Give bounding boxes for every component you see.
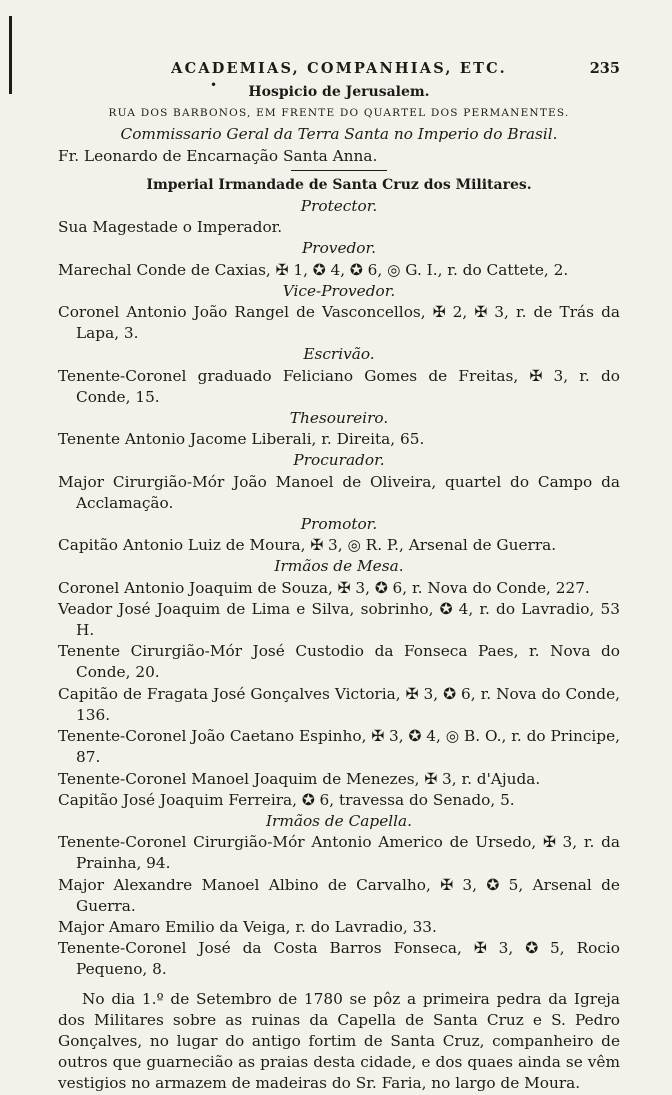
office-heading: Irmãos de Mesa. [274,557,404,576]
office-heading: Thesoureiro. [289,409,389,428]
office-heading: Procurador. [293,451,385,470]
office-heading: Vice-Provedor. [282,281,396,300]
hospicio-title: Hospicio de Jerusalem. [248,84,430,100]
member-entry: Tenente Cirurgião-Mór José Custodio da Fonseca Paes, r. Nova do Conde, 20. [58,642,620,682]
bullet-mark: • [210,78,218,92]
hospicio-address: RUA DOS BARBONOS, EM FRENTE DO QUARTEL DOS PERMANENTES. [108,107,570,120]
office-heading: Irmãos de Capella. [265,811,413,830]
member-entry: Tenente-Coronel Manoel Joaquim de Menezes, ✠ 3, r. d'Ajuda. [58,769,541,788]
member-entry: Tenente-Coronel José da Costa Barros Fonseca, ✠ 3, ✪ 5, Rocio Pequeno, 8. [58,939,620,979]
member-entry: Marechal Conde de Caxias, ✠ 1, ✪ 4, ✪ 6, ◎ G. I., r. do Cattete, 2. [58,260,569,279]
member-entry: Major Cirurgião-Mór João Manoel de Oliveira, quartel do Campo da Acclamação. [58,472,620,512]
member-entry: Sua Magestade o Imperador. [58,218,283,237]
hospicio-section [58,82,620,167]
member-entry: Major Amaro Emilio da Veiga, r. do Lavradio, 33. [58,917,437,936]
page-number: 235 [589,60,620,77]
running-head: ACADEMIAS, COMPANHIAS, ETC. [171,60,507,77]
irmandade-title: Imperial Irmandade de Santa Cruz dos Militares. [146,176,532,193]
office-heading: Provedor. [301,239,376,258]
member-entry: Capitão Antonio Luiz de Moura, ✠ 3, ◎ R. P., Arsenal de Guerra. [58,536,557,555]
section-divider [291,170,387,171]
irmandade-sections [58,196,620,981]
member-entry: Coronel Antonio João Rangel de Vasconcellos, ✠ 2, ✠ 3, r. de Trás da Lapa, 3. [58,303,620,343]
member-entry: Tenente Antonio Jacome Liberali, r. Direita, 65. [58,430,425,449]
page-content [58,58,620,1095]
closing-paragraph: No dia 1.º de Setembro de 1780 se pôz a primeira pedra da Igreja dos Militares sobre as ruinas da Capella de Santa Cruz e S. Pedro Gonçalves, no lugar do antigo fortim de Santa Cruz, companheiro de outros que guarnecião as praias desta cidade, e dos quaes ainda se vêm vestigios no armazem de madeiras do Sr. Faria, no largo de Moura. [58,989,620,1093]
member-entry: Capitão José Joaquim Ferreira, ✪ 6, travessa do Senado, 5. [58,790,515,809]
member-entry: Tenente-Coronel Cirurgião-Mór Antonio Americo de Ursedo, ✠ 3, r. da Prainha, 94. [58,833,620,873]
member-entry: Coronel Antonio Joaquim de Souza, ✠ 3, ✪ 6, r. Nova do Conde, 227. [58,578,590,597]
office-heading: Protector. [300,197,378,216]
member-entry: Veador José Joaquim de Lima e Silva, sobrinho, ✪ 4, r. do Lavradio, 53 H. [58,599,620,640]
office-heading: Promotor. [300,515,378,534]
hospicio-role: Commissario Geral da Terra Santa no Imperio do Brasil. [120,125,558,144]
member-entry: Major Alexandre Manoel Albino de Carvalho, ✠ 3, ✪ 5, Arsenal de Guerra. [58,875,620,915]
member-entry: Capitão de Fragata José Gonçalves Victoria, ✠ 3, ✪ 6, r. Nova do Conde, 136. [58,684,620,724]
margin-rule [9,16,12,94]
member-entry: Tenente-Coronel graduado Feliciano Gomes de Freitas, ✠ 3, r. do Conde, 15. [58,366,620,406]
irmandade-section [58,175,620,981]
member-entry: Tenente-Coronel João Caetano Espinho, ✠ 3, ✪ 4, ◎ B. O., r. do Principe, 87. [58,727,620,767]
hospicio-person: Fr. Leonardo de Encarnação Santa Anna. [58,146,378,165]
office-heading: Escrivão. [303,345,375,364]
